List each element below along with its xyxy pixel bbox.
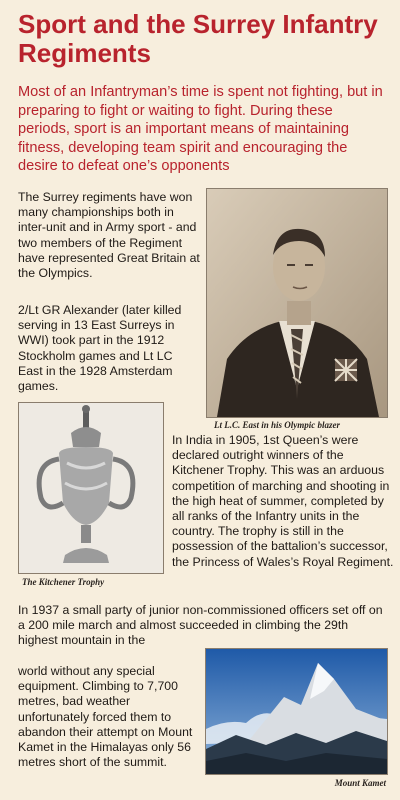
trophy-image (19, 403, 163, 573)
olympics-paragraph: The Surrey regiments have won many championships both in inter-unit and in Army sport - and two members of the Regiment have represented Great Britain at the Olympics. (18, 190, 200, 281)
mountain-caption: Mount Kamet (334, 778, 386, 788)
kamet-paragraph: world without any special equipment. Climbing to 7,700 metres, bad weather unfortunately forced them to abandon their attempt on Mount Kamet in the Himalayas only 56 metres short of the summit. (18, 664, 193, 770)
intro-text: Most of an Infantryman’s time is spent not fighting, but in preparing to fight or waiting to fight. During these periods, sport is an important means of maintaining fitness, developing team spirit and encouraging the desire to defeat one’s opponents (18, 84, 383, 174)
kitchener-trophy-paragraph: In India in 1905, 1st Queen’s were declared outright winners of the Kitchener Trophy. This was an arduous competition of marching and shooting in the high heat of summer, completed by all ranks of the Infantry units in the country. The trophy is still in the possession of the battalion’s successor, the Princess of Wales’s Royal Regiment. (172, 433, 394, 569)
olympians-paragraph: 2/Lt GR Alexander (later killed serving in 13 East Surreys in WWI) took part in the 1912 Stockholm games and Lt LC East in the 1928 Amsterdam games. (18, 303, 182, 394)
kamet-paragraph-intro: In 1937 a small party of junior non-commissioned officers set off on a 200 mile march and almost succeeded in climbing the 29th highest mountain in the (18, 603, 383, 648)
page-title: Sport and the Surrey Infantry Regiments (18, 9, 378, 68)
mountain-photo (205, 648, 388, 775)
trophy-caption: The Kitchener Trophy (22, 577, 105, 587)
mountain-image (206, 649, 387, 774)
portrait-image (207, 189, 387, 417)
portrait-photo (206, 188, 388, 418)
trophy-photo (18, 402, 164, 574)
portrait-caption: Lt L.C. East in his Olympic blazer (214, 420, 341, 430)
